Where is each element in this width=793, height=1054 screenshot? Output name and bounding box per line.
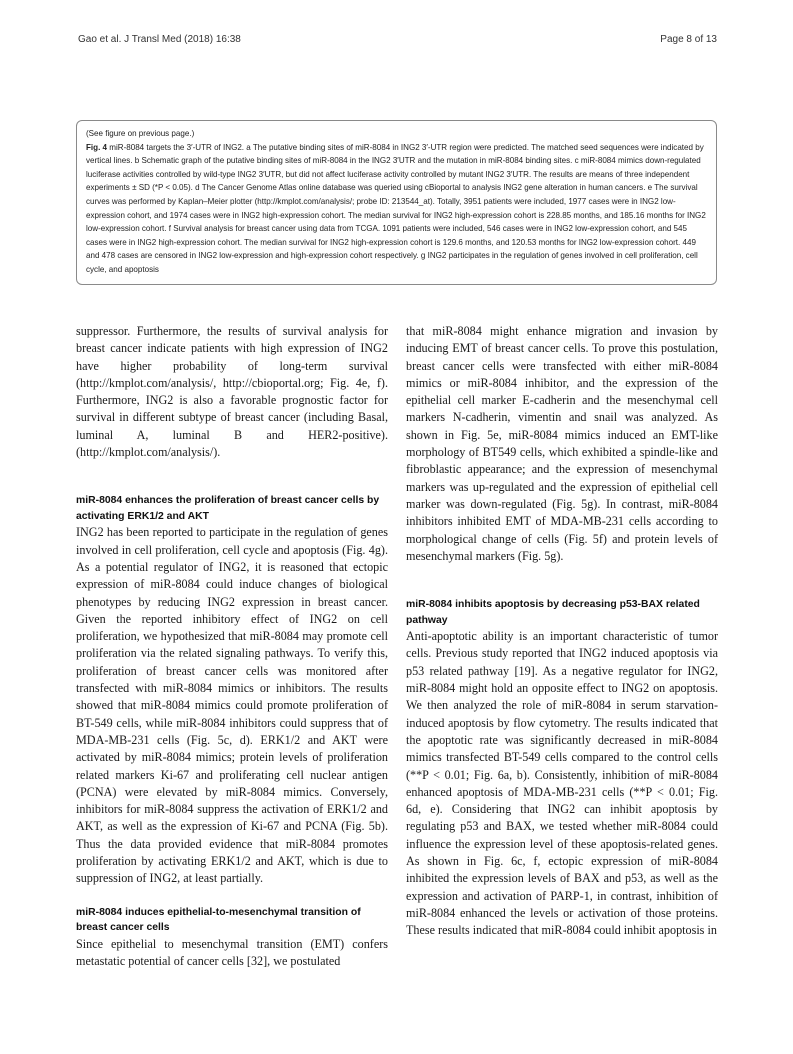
paragraph-survival: suppressor. Furthermore, the results of survival analysis for breast cancer indicate patients with high expression of ING2 have higher probability of long-term survival (http://kmplot.com/analysis/, http://cbioportal.org; Fig. 4e, f). Furthermore, ING2 is also a favorable prognostic factor for survival in different subtype of breast cancer (including Basal, luminal A, luminal B and HER2-positive). (http://kmplot.com/analysis/). [76, 324, 388, 460]
section-heading-emt: miR-8084 induces epithelial-to-mesenchymal transition of breast cancer cells [76, 906, 361, 934]
paragraph-apoptosis: Anti-apoptotic ability is an important characteristic of tumor cells. Previous study reported that ING2 induced apoptosis via p53 related pathway [19]. As a negative regulator for ING2, miR-8084 might hold an opposite effect to ING2 on apoptosis. We then analyzed the role of miR-8084 in serum starvation-induced apoptosis by flow cytometry. The results indicated that the apoptotic rate was significantly decreased in miR-8084 mimics transfected BT-549 cells compared to the control cells (**P < 0.01; Fig. 6a, b). Consistently, inhibition of miR-8084 enhanced apoptosis of MDA-MB-231 cells (**P < 0.01; Fig. 6d, e). Considering that ING2 can inhibit apoptosis by regulating p53 and BAX, we tested whether miR-8084 could influence the expression level of these apoptosis-related genes. As shown in Fig. 6c, f, ectopic expression of miR-8084 inhibited the expression levels of BAX and p53, as well as the expression and activation of PARP-1, in contrast, inhibition of miR-8084 enhanced the levels or activation of those proteins. These results indicated that miR-8084 could inhibit apoptosis in [406, 629, 718, 938]
page-number: Page 8 of 13 [660, 34, 717, 45]
figure-label: Fig. 4 [86, 142, 108, 152]
figure-caption-box [76, 120, 717, 285]
paragraph-emt-intro: Since epithelial to mesenchymal transition (EMT) confers metastatic potential of cancer cells [32], we postulated [76, 936, 388, 968]
section-heading-proliferation: miR-8084 enhances the proliferation of breast cancer cells by activating ERK1/2 and AKT [76, 495, 380, 522]
section-heading-apoptosis: miR-8084 inhibits apoptosis by decreasing p53-BAX related pathway [406, 599, 700, 626]
running-header-citation: Gao et al. J Transl Med (2018) 16:38 [78, 34, 241, 45]
left-column [76, 323, 388, 970]
caption-body: miR-8084 targets the 3′-UTR of ING2. a The putative binding sites of miR-8084 in ING2 3′-UTR region were predicted. The matched seed sequences were indicated by vertical lines. b Schematic graph of the putative binding sites of miR-8084 in the ING2 3′UTR and the mutation in miR-8084 binding sites. c miR-8084 mimics down-regulated luciferase activities controlled by wild-type ING2 3′UTR, but did not affect luciferase activity controlled by mutant ING2 3′UTR. The results are means of three independent experiments ± SD (*P < 0.05). d The Cancer Genome Atlas online database was queried using cBioportal to analysis ING2 gene alteration in human cancers. e The survival curves was performed by Kaplan–Meier plotter (http://kmplot.com/analysis/; probe ID: 213544_at). Totally, 3951 patients were included, 1977 cases were in ING2 low-expression cohort, and 1974 cases were in ING2 high-expression cohort. The median survival for ING2 high-expression cohort is 228.85 months, and 185.16 months for ING2 low-expression cohort. f Survival analysis for breast cancer using data from TCGA. 1091 patients were included, 546 cases were in ING2 low-expression cohort, and 545 cases were in ING2 high-expression cohort. The median survival for ING2 high-expression cohort is 129.6 months, and 120.53 months for ING2 low-expression cohort. 449 and 478 cases are censored in ING2 low-expression and high-expression cohort respectively. g ING2 participates in the regulation of genes involved in cell proliferation, cell cycle, and apoptosis [86, 142, 706, 274]
figure-caption-text [86, 141, 707, 277]
paragraph-emt: that miR-8084 might enhance migration and invasion by inducing EMT of breast cancer cells. To prove this postulation, breast cancer cells were transfected with either miR-8084 mimics or miR-8084 inhibitor, and the expression of the epithelial cell marker E-cadherin and the mesenchymal cell markers N-cadherin, vimentin and snail was analyzed. As shown in Fig. 5e, miR-8084 mimics induced an EMT-like morphology of BT549 cells, which exhibited a spindle-like and fibroblastic appearance; and the expression of mesenchymal markers was up-regulated and the expression of epithelial cell marker was down-regulated (Fig. 5g). In contrast, miR-8084 inhibitors inhibited EMT of MDA-MB-231 cells according to morphological change of cells (Fig. 5f) and protein levels of mesenchymal markers (Fig. 5g). [406, 324, 718, 563]
see-previous-note: (See figure on previous page.) [86, 129, 195, 138]
right-column [406, 323, 718, 940]
paragraph-proliferation: ING2 has been reported to participate in the regulation of genes involved in cell proliferation, cell cycle and apoptosis (Fig. 4g). As a potential regulator of ING2, it is reasoned that ectopic expression of miR-8084 could induce changes of biological phenotypes by reducing ING2 expression in breast cancer. Given the reported inhibitory effect of ING2 on cell proliferation, we hypothesized that miR-8084 may promote cell proliferation via the related signaling pathways. To verify this, proliferation of breast cancer cells was monitored after transfected with miR-8084 mimics or inhibitors. The results showed that miR-8084 mimics could promote proliferation of BT-549 cells, while miR-8084 inhibitors could suppress that of MDA-MB-231 cells (Fig. 5c, d). ERK1/2 and AKT were activated by miR-8084 mimics; protein levels of proliferation related markers Ki-67 and proliferating cell nuclear antigen (PCNA) were elevated by miR-8084 mimics. Conversely, inhibitors for miR-8084 suppress the activation of ERK1/2 and AKT, as well as the expression of Ki-67 and PCNA (Fig. 5b). Thus the data provided evidence that miR-8084 promotes proliferation by activating ERK1/2 and AKT, which is due to suppression of ING2, at least partially. [76, 525, 388, 886]
